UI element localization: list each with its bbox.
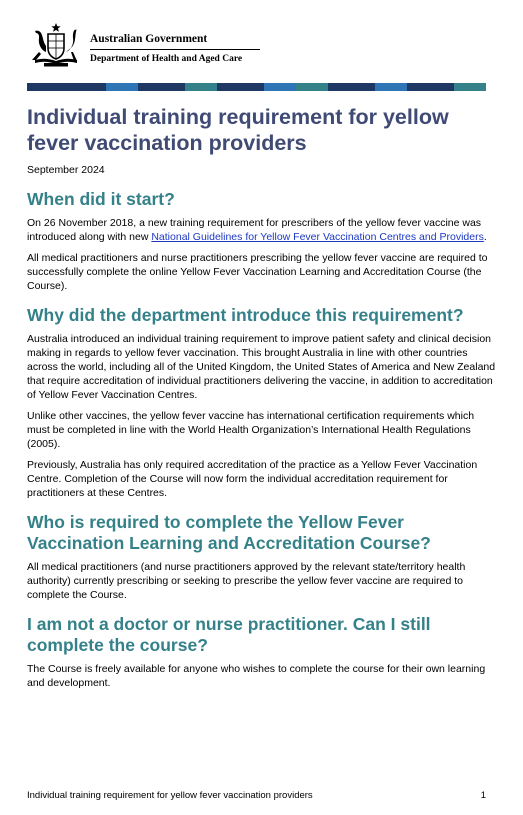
paragraph: All medical practitioners (and nurse practitioners approved by the relevant state/territory health authority) currently prescribing or seeking to prescribe the yellow fever vaccine are required to complete the Course.	[27, 561, 466, 601]
paragraph-text: On 26 November 2018, a new training requirement for prescribers of the yellow fever vaccine was introduced along with new	[27, 217, 482, 243]
coat-of-arms-icon	[27, 22, 85, 68]
section-heading-not-doctor: I am not a doctor or nurse practitioner. Can I still complete the course?	[27, 614, 431, 655]
paragraph-text: .	[483, 231, 487, 243]
paragraph: Australia introduced an individual training requirement to improve patient safety and clinical decision making in regards to yellow fever vaccination. This brought Australia in line with other countries across the world, including all of the United Kingdom, the United States of America and New Zealand that require accreditation of individual practitioners delivering the vaccine, in addition to accreditation of Yellow Fever Vaccination Centres.	[27, 333, 496, 401]
color-bar-segment	[138, 83, 185, 91]
color-bar-segment	[375, 83, 407, 91]
paragraph	[27, 216, 497, 244]
page-number: 1	[480, 790, 486, 801]
publication-date: September 2024	[27, 164, 105, 176]
color-bar-segment	[296, 83, 328, 91]
color-bar-segment	[185, 83, 217, 91]
national-guidelines-link[interactable]: National Guidelines for Yellow Fever Vaccination Centres and Providers	[151, 231, 484, 243]
footer-title: Individual training requirement for yellow fever vaccination providers	[27, 790, 313, 801]
paragraph: Previously, Australia has only required accreditation of the practice as a Yellow Fever Vaccination Centre. Completion of the Course will now form the individual accreditation requirement for practitioners at these Centres.	[27, 459, 478, 499]
section-heading-when: When did it start?	[27, 189, 175, 209]
page-header	[27, 22, 259, 70]
document-body	[27, 104, 497, 697]
paragraph: The Course is freely available for anyone who wishes to complete the course for their own learning and development.	[27, 663, 486, 689]
color-bar-segment	[106, 83, 138, 91]
color-bar-segment	[27, 83, 74, 91]
section-heading-why: Why did the department introduce this requirement?	[27, 305, 464, 325]
agency-name	[90, 32, 260, 65]
color-bar-segment	[217, 83, 264, 91]
page-title: Individual training requirement for yellow fever vaccination providers	[27, 105, 449, 155]
paragraph: All medical practitioners and nurse practitioners prescribing the yellow fever vaccine are required to successfully complete the online Yellow Fever Vaccination Learning and Accreditation Course (the Course).	[27, 252, 488, 292]
color-bar-segment	[74, 83, 106, 91]
section-heading-who: Who is required to complete the Yellow Fever Vaccination Learning and Accreditation Course?	[27, 512, 431, 553]
color-bar-segment	[454, 83, 486, 91]
paragraph: Unlike other vaccines, the yellow fever vaccine has international certification requirements which must be completed in line with the World Health Organization’s International Health Regulations (2005).	[27, 410, 475, 450]
department-name: Department of Health and Aged Care	[90, 54, 243, 64]
color-bar-segment	[264, 83, 296, 91]
decorative-color-bar	[27, 83, 486, 91]
page-footer	[27, 790, 486, 802]
color-bar-segment	[407, 83, 454, 91]
government-name: Australian Government	[90, 32, 260, 50]
color-bar-segment	[328, 83, 375, 91]
